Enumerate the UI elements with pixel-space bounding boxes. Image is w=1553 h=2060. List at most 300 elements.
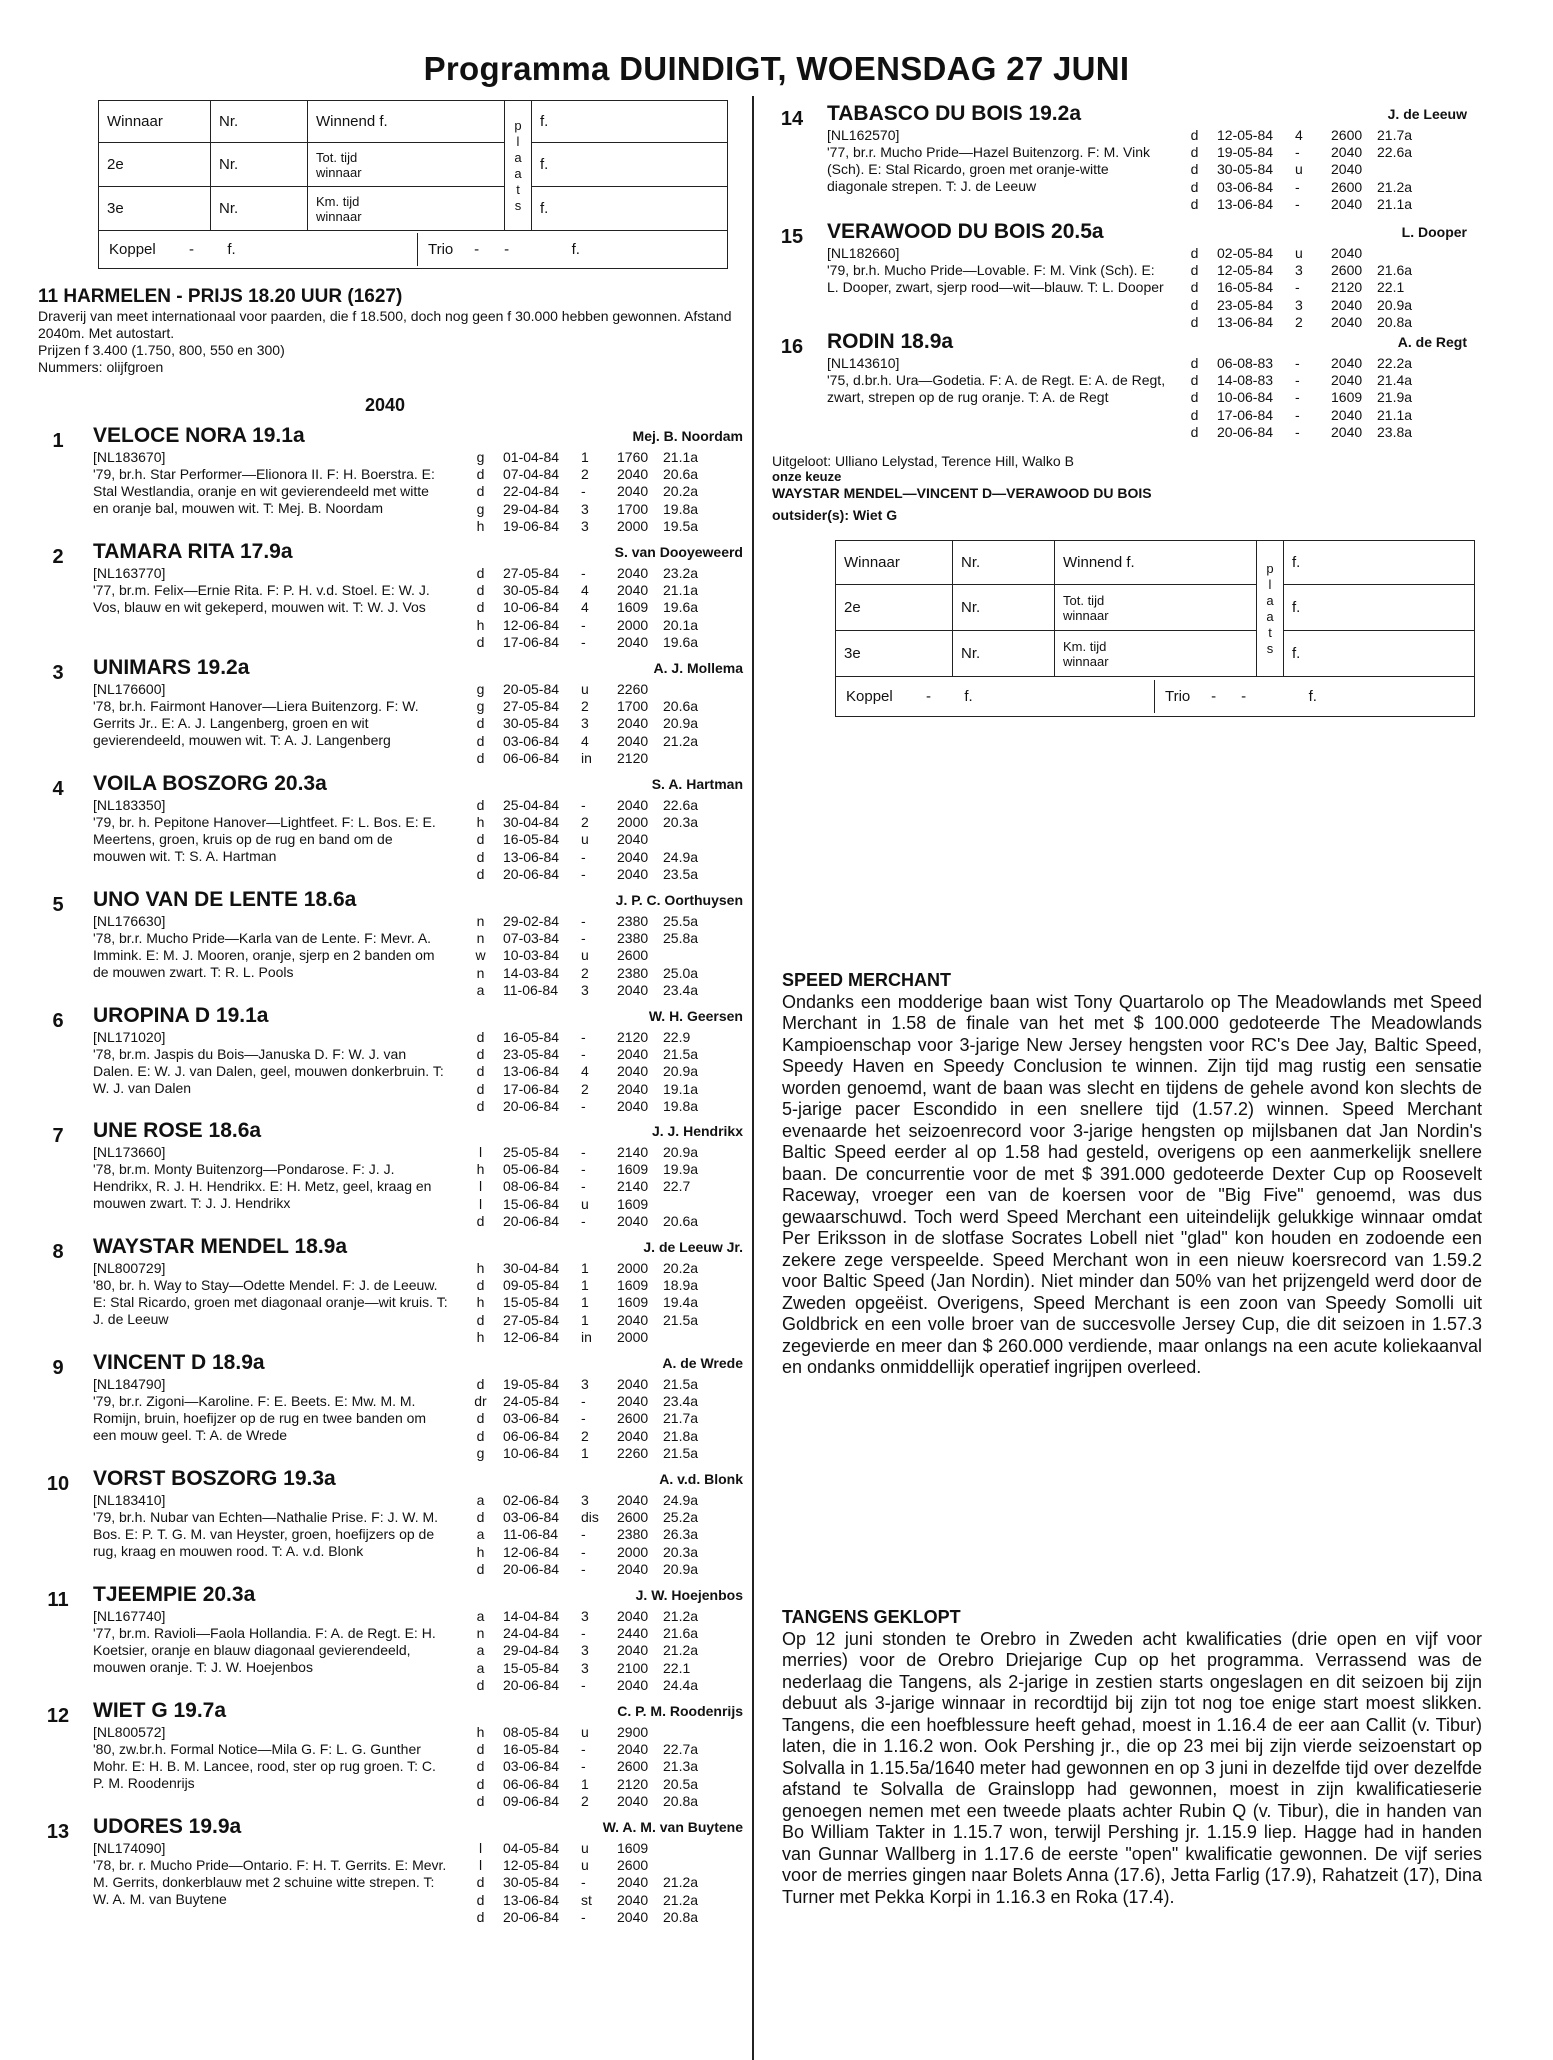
horse-registration: [NL183350] [93,797,166,813]
run-date: 15-05-84 [503,1294,560,1311]
run-date: 14-03-84 [503,964,560,981]
run-date: 17-06-84 [503,633,560,650]
horse-trainer: J. de Leeuw [1387,106,1467,122]
run-distance: 2040 [617,1492,649,1508]
run-distance: 1609 [617,1294,649,1311]
run-time: 21.5a [663,1376,699,1392]
horse-description: '78, br.m. Jaspis du Bois—Januska D. F: W. J. van Dalen. E: W. J. van Dalen, geel, mouwen donkerbruin. T: W. J. van Dalen [93,1046,444,1096]
run-place: - [581,1178,586,1195]
horse-past-runs [1172,127,1427,213]
run-date: 24-04-84 [503,1625,560,1642]
horse-past-runs [458,1840,713,1926]
run-distance: 2040 [617,1427,649,1444]
horse-info [93,913,448,981]
run-date: 25-05-84 [503,1144,560,1160]
run-time: 20.9a [663,715,699,732]
run-distance: 2600 [617,1509,649,1526]
run-place: 3 [581,1608,589,1624]
run-track: l [478,1178,483,1195]
horse-trainer: L. Dooper [1401,224,1467,240]
run-time [663,1196,713,1213]
past-run-row [1172,127,1427,144]
run-place: - [581,1097,586,1114]
run-date: 06-06-84 [503,1775,560,1792]
horse-trainer: W. H. Geersen [648,1008,743,1024]
run-track: dr [474,1393,487,1410]
run-place: 1 [581,449,589,465]
past-run-row [458,565,713,582]
horse-registration: [NL184790] [93,1376,166,1392]
run-track: d [1190,144,1199,161]
run-date: 30-04-84 [503,1260,560,1276]
horse-name: WAYSTAR MENDEL 18.9a [93,1235,348,1258]
ticket-koppel: Koppel - f. [99,233,418,266]
past-run-row [458,1312,713,1329]
run-date: 19-05-84 [503,1376,560,1392]
run-track: a [476,1608,485,1624]
article-title: SPEED MERCHANT [782,970,952,990]
horse-registration: [NL176600] [93,681,166,697]
run-time: 20.8a [1377,313,1413,330]
run-distance: 2040 [617,1792,649,1809]
run-time: 21.7a [1377,127,1413,143]
horse-name: VERAWOOD DU BOIS 20.5a [827,220,1104,243]
run-track: d [1190,195,1199,212]
run-time: 26.3a [663,1526,699,1543]
run-time: 23.4a [663,1393,699,1410]
past-run-row [1172,389,1427,406]
horse-past-runs [1172,245,1427,331]
past-run-row [458,1793,713,1810]
past-run-row [458,1677,713,1694]
run-distance: 2600 [617,1857,649,1874]
horse-description: '77, br.m. Felix—Ernie Rita. F: P. H. v.d. Stoel. E: W. J. Vos, blauw en wit gekeperd, mouwen wit. T: W. J. Vos [93,582,430,615]
run-place: u [581,1195,589,1212]
run-distance: 2040 [617,633,649,650]
run-time: 19.8a [663,500,699,517]
horse-registration: [NL800729] [93,1260,166,1276]
run-track: d [476,1676,485,1693]
horse-info [827,127,1167,195]
run-track: d [476,848,485,865]
horse-number: 7 [52,1125,64,1147]
past-run-row [458,1857,713,1874]
run-place: 1 [581,1775,589,1792]
ticket-tot-tijd-label: Tot. tijd winnaar [308,143,505,187]
run-track: d [476,1029,485,1045]
run-date: 30-05-84 [503,715,560,732]
run-place: - [1295,406,1300,423]
run-distance: 2040 [617,1376,649,1392]
run-place: - [581,1560,586,1577]
run-date: 11-06-84 [503,1526,559,1543]
horse-registration: [NL183670] [93,449,166,465]
run-date: 20-06-84 [1217,423,1274,440]
ticket-f-2: f. [1284,585,1475,631]
run-track: d [476,1509,485,1526]
horse-number: 3 [52,662,64,684]
run-date: 12-06-84 [503,1543,560,1560]
run-time: 21.2a [663,1608,699,1624]
horse-trainer: J. P. C. Oorthuysen [615,892,743,908]
run-place: 3 [581,715,589,732]
run-distance: 2600 [617,1758,649,1775]
run-date: 20-06-84 [503,1676,560,1693]
horse-info [827,355,1167,406]
horse-past-runs [458,449,713,535]
run-track: d [476,1097,485,1114]
run-time: 21.2a [1377,178,1413,195]
run-distance: 2040 [617,1891,649,1908]
past-run-row [458,1445,713,1462]
horse-description: '75, d.br.h. Ura—Godetia. F: A. de Regt. E: A. de Regt, zwart, strepen op de rug oranje. T: A. de Regt [827,372,1166,405]
run-time: 20.3a [663,1543,699,1560]
past-run-row [458,930,713,947]
horse-info [93,1608,448,1676]
run-time: 21.2a [663,1891,699,1908]
run-place: 4 [581,732,589,749]
run-place: - [581,1543,586,1560]
run-distance: 2040 [617,1063,649,1080]
run-track: a [476,1492,485,1508]
run-track: d [476,732,485,749]
run-place: - [581,1625,586,1642]
run-time [663,1329,713,1346]
run-date: 17-06-84 [503,1080,560,1097]
horse-number: 15 [780,226,804,248]
run-distance: 2600 [1331,262,1363,279]
ticket-f-3: f. [1284,631,1475,677]
past-run-row [458,1277,713,1294]
run-time: 22.7 [663,1178,691,1195]
past-run-row [1172,424,1427,441]
past-run-row [458,698,713,715]
horse-description: '78, br.m. Monty Buitenzorg—Pondarose. F: J. J. Hendrikx, R. J. H. Hendrikx. E: H. Metz, geel, kraag en mouwen zwart. T: J. J. Hendrikx [93,1161,432,1211]
run-date: 13-06-84 [1217,195,1274,212]
past-run-row [458,1063,713,1080]
run-track: a [476,981,485,998]
past-run-row [458,1874,713,1891]
past-run-row [458,599,713,616]
run-date: 15-05-84 [503,1659,560,1676]
past-run-row [458,913,713,930]
run-time: 22.1 [663,1659,691,1676]
run-time: 23.4a [663,981,699,998]
horse-name: UROPINA D 19.1a [93,1004,269,1027]
run-time: 21.3a [663,1758,699,1775]
run-place: - [581,1908,586,1925]
run-time: 21.2a [663,732,699,749]
run-date: 11-06-84 [503,981,559,998]
run-place: 4 [581,599,589,616]
horse-number: 12 [46,1705,70,1727]
run-track: d [476,1063,485,1080]
run-distance: 2120 [617,1775,649,1792]
run-time [663,1724,713,1741]
ticket-nr-label: Nr. [211,143,308,187]
run-time: 21.2a [663,1642,699,1659]
run-date: 03-06-84 [1217,178,1274,195]
past-run-row [458,1081,713,1098]
run-date: 13-06-84 [1217,313,1274,330]
run-track: d [1190,296,1199,313]
run-place: 2 [581,1080,589,1097]
horse-name: RODIN 18.9a [827,330,954,353]
horse-info [93,1492,448,1560]
run-distance: 1609 [1331,389,1363,406]
past-run-row [1172,355,1427,372]
run-time [1377,161,1427,178]
run-track: d [1190,389,1199,406]
run-place: 3 [581,1659,589,1676]
run-distance: 2040 [617,865,649,882]
past-run-row [458,1178,713,1195]
run-time: 21.5a [663,1444,699,1461]
run-date: 30-05-84 [503,1874,560,1891]
run-track: l [478,1195,483,1212]
run-distance: 2040 [617,715,649,732]
run-track: d [1190,313,1199,330]
run-date: 06-06-84 [503,749,560,766]
run-place: - [1295,423,1300,440]
run-distance: 2040 [617,1874,649,1891]
ticket-nr-label: Nr. [953,541,1055,585]
ticket-third-label: 3e [99,187,211,231]
run-place: 4 [1295,127,1303,143]
run-place: - [581,483,586,500]
run-distance: 2040 [1331,195,1363,212]
past-run-row [458,1561,713,1578]
run-place: 2 [581,964,589,981]
horse-name: TAMARA RITA 17.9a [93,540,293,563]
run-track: d [476,1410,485,1427]
run-time: 22.9 [663,1029,691,1045]
run-track: a [476,1526,485,1543]
run-date: 22-04-84 [503,483,560,500]
run-date: 02-05-84 [1217,245,1274,261]
past-run-row [458,483,713,500]
run-distance: 1609 [617,1195,649,1212]
run-track: a [476,1642,485,1659]
run-place: - [1295,195,1300,212]
past-run-row [458,1608,713,1625]
past-run-row [458,1213,713,1230]
ticket-f-1: f. [532,101,728,143]
horse-info [93,1260,448,1328]
run-time: 19.1a [663,1080,699,1097]
run-distance: 2120 [617,1029,649,1045]
past-run-row [458,1196,713,1213]
run-distance: 1609 [617,599,649,616]
run-distance: 2040 [1331,406,1363,423]
past-run-row [458,1892,713,1909]
run-distance: 2040 [617,1311,649,1328]
article-title: TANGENS GEKLOPT [782,1607,961,1627]
horse-trainer: Mej. B. Noordam [632,428,743,444]
past-run-row [458,965,713,982]
horse-name: UNO VAN DE LENTE 18.6a [93,888,357,911]
ticket-winner-label: Winnaar [99,101,211,143]
race-header [38,286,738,376]
run-time [663,831,713,848]
run-time: 20.1a [663,616,699,633]
run-time: 23.5a [663,865,699,882]
run-date: 20-06-84 [503,865,560,882]
run-time: 21.9a [1377,389,1413,406]
past-run-row [1172,144,1427,161]
run-place: - [1295,355,1300,371]
horse-info [827,245,1167,296]
run-track: h [476,1543,485,1560]
run-time: 24.4a [663,1676,699,1693]
run-place: u [581,947,589,964]
horse-past-runs [458,797,713,883]
run-time: 19.4a [663,1294,699,1311]
run-distance: 2040 [617,466,649,483]
run-track: d [476,1758,485,1775]
run-distance: 2040 [617,1608,649,1624]
run-place: in [581,1328,592,1345]
run-date: 13-06-84 [503,848,560,865]
horse-past-runs [458,1724,713,1810]
run-time: 20.8a [663,1908,699,1925]
horse-name: VELOCE NORA 19.1a [93,424,305,447]
run-place: 3 [581,1492,589,1508]
run-distance: 2120 [1331,279,1363,296]
run-date: 14-08-83 [1217,372,1274,389]
run-time: 20.9a [663,1144,699,1160]
run-date: 07-03-84 [503,930,560,947]
run-date: 27-05-84 [503,565,560,581]
run-time: 18.9a [663,1277,699,1294]
run-track: d [476,466,485,483]
past-run-row [458,1642,713,1659]
run-distance: 2000 [617,1260,649,1276]
run-place: 3 [581,500,589,517]
run-date: 29-04-84 [503,500,560,517]
run-place: - [581,1046,586,1063]
run-place: u [1295,161,1303,178]
run-date: 04-05-84 [503,1840,560,1856]
run-time: 21.8a [663,1427,699,1444]
horse-registration: [NL800572] [93,1724,166,1740]
ticket-second-label: 2e [99,143,211,187]
run-distance: 2040 [617,1097,649,1114]
past-run-row [1172,179,1427,196]
run-time: 25.0a [663,964,699,981]
picks-block [772,452,1332,524]
horse-info [93,1724,448,1792]
run-date: 03-06-84 [503,1758,560,1775]
horse-number: 2 [52,546,64,568]
horse-registration: [NL176630] [93,913,166,929]
horse-number: 13 [46,1821,70,1843]
ticket-f-3: f. [532,187,728,231]
run-time: 20.5a [663,1775,699,1792]
past-run-row [458,1724,713,1741]
past-run-row [1172,196,1427,213]
horse-description: '79, br.r. Zigoni—Karoline. F: E. Beets. E: Mw. M. M. Romijn, bruin, hoefijzer op de rug en twee banden om een mouw geel. T: A. de Wrede [93,1393,427,1443]
run-track: h [476,1724,485,1740]
run-track: d [476,1427,485,1444]
run-time: 22.2a [1377,355,1413,371]
ticket-nr-label: Nr. [953,631,1055,677]
run-time: 20.6a [663,466,699,483]
horse-trainer: J. de Leeuw Jr. [643,1239,743,1255]
past-run-row [458,831,713,848]
run-track: d [1190,245,1199,261]
past-run-row [458,1492,713,1509]
past-run-row [458,1098,713,1115]
run-date: 16-05-84 [503,1741,560,1758]
race-title: 11 HARMELEN - PRIJS 18.20 UUR (1627) [38,286,403,307]
run-track: g [476,500,485,517]
past-run-row [1172,372,1427,389]
run-date: 19-06-84 [503,517,560,534]
run-track: d [1190,423,1199,440]
ticket-third-label: 3e [836,631,953,677]
horse-name: TABASCO DU BOIS 19.2a [827,102,1081,125]
past-run-row [458,1776,713,1793]
horse-number: 5 [52,894,64,916]
ticket-winnend-label: Winnend f. [308,101,505,143]
past-run-row [458,1144,713,1161]
run-track: a [476,1659,485,1676]
run-date: 12-05-84 [1217,262,1274,279]
run-date: 09-06-84 [503,1792,560,1809]
run-track: n [476,1625,485,1642]
run-distance: 1760 [617,449,649,465]
run-distance: 1609 [617,1161,649,1178]
run-date: 08-05-84 [503,1724,560,1740]
horse-number: 14 [780,108,804,130]
run-distance: 2040 [617,1393,649,1410]
past-run-row [458,681,713,698]
run-track: n [476,913,485,929]
horse-past-runs [458,1376,713,1462]
horse-registration: [NL183410] [93,1492,166,1508]
run-time: 25.8a [663,930,699,947]
past-run-row [458,634,713,651]
run-time: 21.4a [1377,372,1413,389]
run-place: 1 [581,1294,589,1311]
run-track: d [476,715,485,732]
horse-registration: [NL182660] [827,245,900,261]
run-track: d [476,582,485,599]
run-time: 21.1a [663,449,699,465]
run-place: u [581,1857,589,1874]
run-distance: 2040 [617,1642,649,1659]
horse-info [93,1029,448,1097]
horse-info [93,1376,448,1444]
run-date: 10-03-84 [503,947,560,964]
run-date: 13-06-84 [503,1891,560,1908]
horse-past-runs [458,1029,713,1115]
horse-number: 6 [52,1010,64,1032]
past-run-row [458,814,713,831]
horse-name: VORST BOSZORG 19.3a [93,1467,336,1490]
horse-trainer: A. de Regt [1397,334,1467,350]
ticket-koppel: Koppel - f. [836,680,1155,713]
run-place: - [581,797,586,813]
run-date: 29-02-84 [503,913,560,929]
run-place: - [581,1029,586,1045]
horse-name: UDORES 19.9a [93,1815,242,1838]
run-track: d [476,599,485,616]
horse-name: VOILA BOSZORG 20.3a [93,772,327,795]
run-time: 20.9a [1377,296,1413,313]
run-distance: 2600 [1331,127,1363,143]
